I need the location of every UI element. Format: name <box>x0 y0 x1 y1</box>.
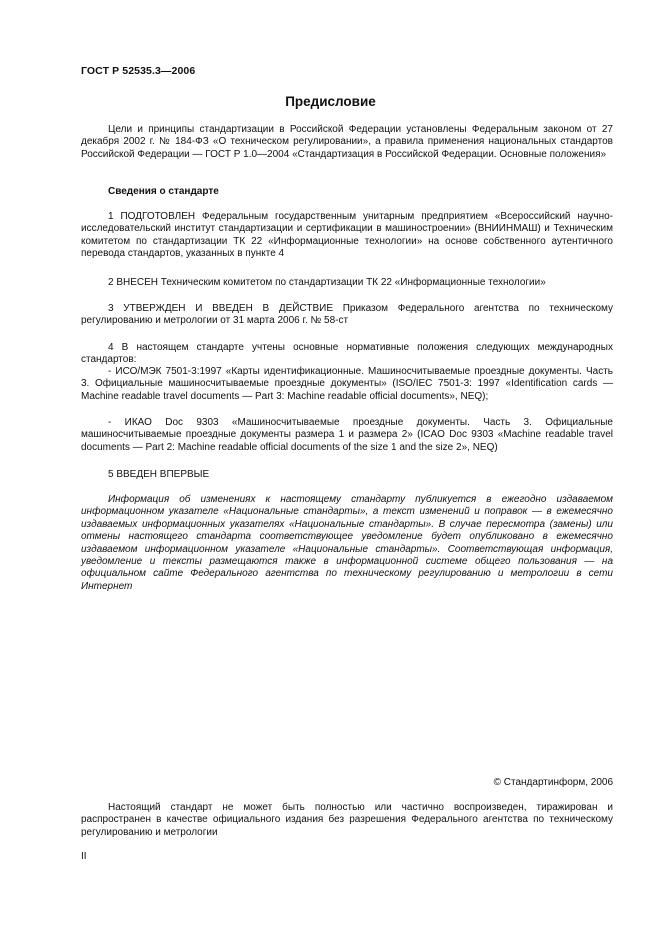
item-4-standard-iso: - ИСО/МЭК 7501-3:1997 «Карты идентификационные. Машиносчитываемые проездные документы. Часть 3. Официальные машиносчитываемые проездные документы» (ISO/IEC 7501-3: 1997 «Identification cards — Machine readable travel documents — Part 3: Machine readable official documents», NEQ); <box>81 366 613 402</box>
page-number: II <box>81 851 87 862</box>
item-3-paragraph: 3 УТВЕРЖДЕН И ВВЕДЕН В ДЕЙСТВИЕ Приказом Федерального агентства по техническому регулированию и метрологии от 31 марта 2006 г. № 58-ст <box>81 303 613 327</box>
item-4-standard-icao: - ИКАО Doc 9303 «Машиносчитываемые проездные документы. Часть 3. Официальные машиносчитываемые проездные документы размера 1 и размера 2» (ICAO Doc 9303 «Machine readable travel documents — Part 2: Machine readable official documents of the size 1 and the size 2», NEQ) <box>81 417 613 453</box>
document-id-header: ГОСТ Р 52535.3—2006 <box>81 65 196 77</box>
intro-paragraph: Цели и принципы стандартизации в Российской Федерации установлены Федеральным законом от 27 декабря 2002 г. № 184-ФЗ «О техническом регулировании», а правила применения национальных стандартов Российской Федерации — ГОСТ Р 1.0—2004 «Стандартизация в Российской Федерации. Основные положения» <box>81 124 613 160</box>
rights-notice: Настоящий стандарт не может быть полностью или частично воспроизведен, тиражирован и распространен в качестве официального издания без разрешения Федерального агентства по техническому регулированию и метрологии <box>81 802 613 838</box>
item-4-lead-paragraph: 4 В настоящем стандарте учтены основные нормативные положения следующих международных стандартов: <box>81 342 613 366</box>
copyright-line: © Стандартинформ, 2006 <box>493 777 613 788</box>
changes-info-note: Информация об изменениях к настоящему стандарту публикуется в ежегодно издаваемом информационном указателе «Национальные стандарты», а текст изменений и поправок — в ежемесячно издаваемых информационных указателях «Национальные стандарты». В случае пересмотра (замены) или отмены настоящего стандарта соответствующее уведомление будет опубликовано в ежемесячно издаваемом информационном указателе «Национальные стандарты». Соответствующая информация, уведомление и тексты размещаются также в информационной системе общего пользования — на официальном сайте Федерального агентства по техническому регулированию и метрологии в сети Интернет <box>81 494 613 592</box>
page-title: Предисловие <box>285 94 376 109</box>
item-2-paragraph: 2 ВНЕСЕН Техническим комитетом по стандартизации ТК 22 «Информационные технологии» <box>108 277 546 288</box>
section-heading: Сведения о стандарте <box>108 186 219 197</box>
item-1-paragraph: 1 ПОДГОТОВЛЕН Федеральным государственным унитарным предприятием «Всероссийский научно-исследовательский институт стандартизации и сертификации в машиностроении» (ВНИИНМАШ) и Техническим комитетом по стандартизации ТК 22 «Информационные технологии» на основе собственного аутентичного перевода стандартов, указанных в пункте 4 <box>81 211 613 260</box>
item-5-paragraph: 5 ВВЕДЕН ВПЕРВЫЕ <box>108 469 210 480</box>
